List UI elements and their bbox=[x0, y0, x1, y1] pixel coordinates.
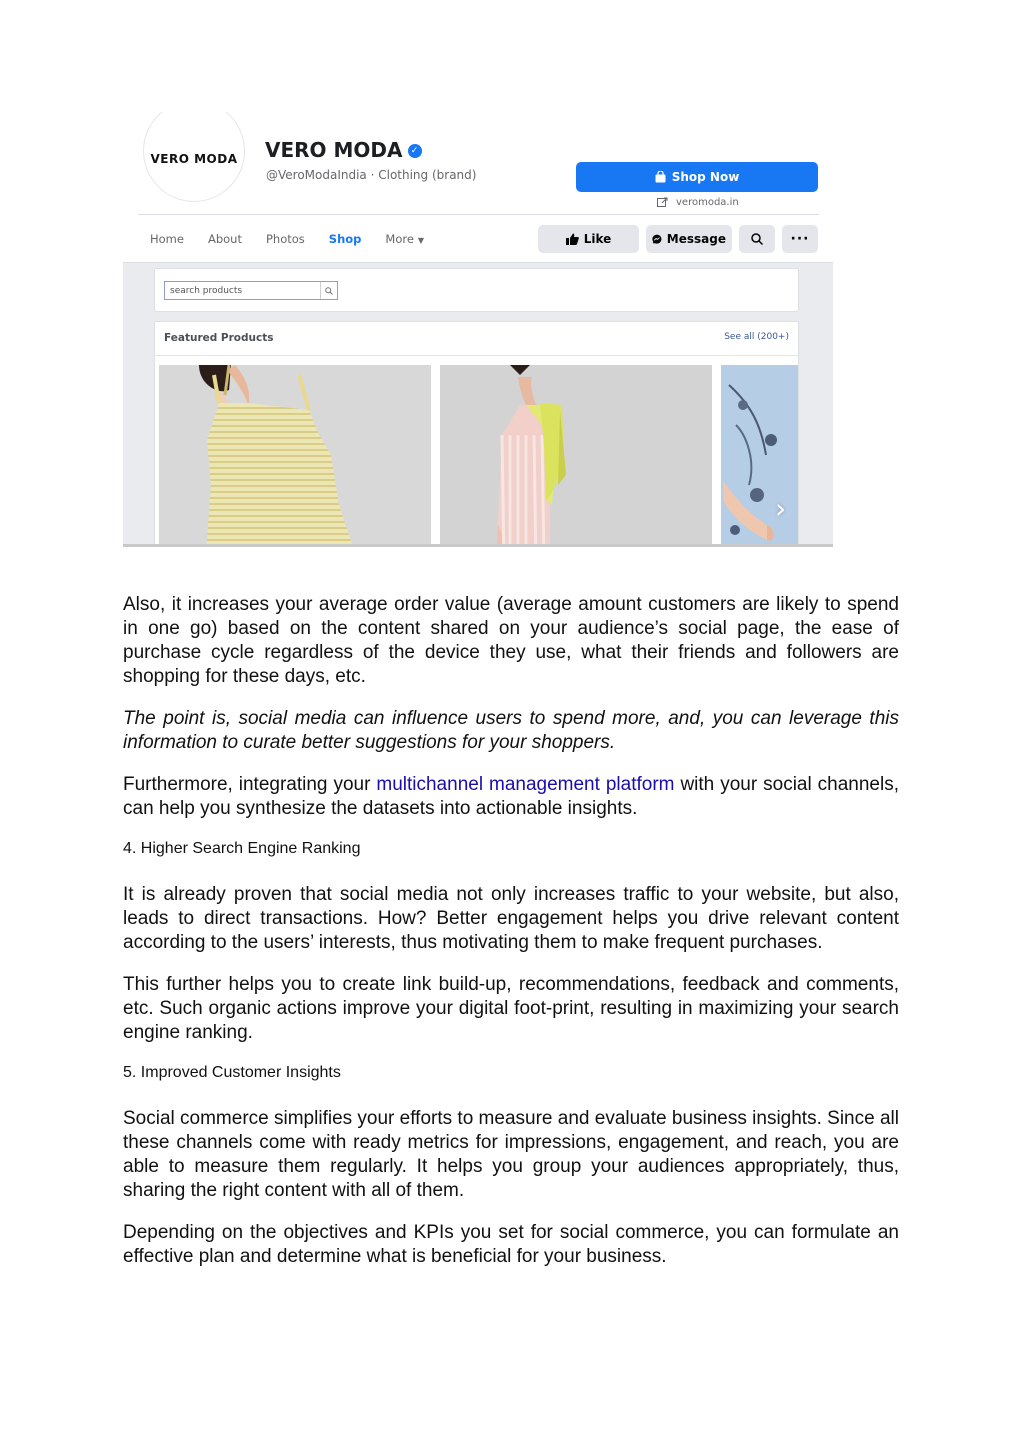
search-icon bbox=[751, 233, 763, 245]
integration-text-start: Furthermore, integrating your bbox=[123, 774, 377, 795]
paragraph-objectives: Depending on the objectives and KPIs you set for social commerce, you can formulate an effective plan and determine what is beneficial for your business. bbox=[123, 1222, 899, 1267]
paragraph-traffic: It is already proven that social media not only increases traffic to your website, but also, leads to direct transactions. How? Better engagement helps you drive relevant content according to the users’ interests, thus motivating them to make frequent purchases. bbox=[123, 884, 899, 953]
more-options-button[interactable] bbox=[782, 225, 818, 253]
paragraph-integration bbox=[123, 773, 899, 821]
external-link-icon bbox=[657, 197, 668, 208]
page-tabs bbox=[138, 216, 436, 262]
tab-about[interactable]: About bbox=[207, 232, 242, 246]
tab-more-label: More bbox=[385, 232, 414, 246]
message-button[interactable] bbox=[646, 225, 732, 253]
page-search-button[interactable] bbox=[739, 225, 775, 253]
brand-avatar bbox=[143, 112, 245, 202]
message-label: Message bbox=[666, 232, 726, 246]
shopping-bag-icon bbox=[655, 171, 666, 183]
featured-header bbox=[155, 322, 798, 356]
like-label: Like bbox=[583, 232, 612, 246]
tab-photos[interactable]: Photos bbox=[265, 232, 305, 246]
page-actions bbox=[538, 225, 818, 253]
product-image-2[interactable] bbox=[440, 365, 712, 547]
tab-more[interactable] bbox=[373, 216, 436, 262]
shop-content-area bbox=[123, 262, 833, 547]
shop-now-label: Shop Now bbox=[671, 170, 740, 184]
chevron-right-icon[interactable]: › bbox=[775, 492, 787, 525]
product-image-3[interactable] bbox=[721, 365, 798, 547]
thumbs-up-icon bbox=[566, 233, 579, 245]
multichannel-platform-link[interactable]: multichannel management platform bbox=[376, 774, 675, 795]
integration-text-end: with your social channels, can help you synthesize the datasets into actionable insights. bbox=[123, 774, 899, 819]
page-name-text: VERO MODA bbox=[265, 138, 403, 162]
featured-products-card bbox=[154, 321, 799, 547]
shop-now-button[interactable] bbox=[576, 162, 818, 192]
search-products-input[interactable] bbox=[164, 281, 338, 300]
paragraph-aov: Also, it increases your average order value (average amount customers are likely to spend in one go) based on the content shared on your audience’s social page, the ease of purchase cycle regardless of the device they use, what their friends and followers are shopping for these days, etc. bbox=[123, 594, 899, 687]
header-divider bbox=[138, 214, 819, 215]
ellipsis-icon: ··· bbox=[790, 231, 810, 247]
page-title bbox=[265, 138, 422, 162]
see-all-link[interactable]: See all (200+) bbox=[724, 332, 789, 342]
search-placeholder: search products bbox=[170, 285, 243, 296]
caret-down-icon: ▼ bbox=[417, 236, 425, 245]
website-link[interactable] bbox=[657, 197, 739, 208]
search-icon[interactable] bbox=[320, 282, 337, 299]
product-search-card bbox=[154, 268, 799, 312]
screenshot-bottom-edge bbox=[123, 544, 833, 547]
article-body bbox=[123, 593, 899, 1287]
tab-home[interactable]: Home bbox=[150, 232, 184, 246]
paragraph-point: The point is, social media can influence users to spend more, and, you can leverage this information to curate better suggestions for your shoppers. bbox=[123, 708, 899, 753]
brand-logo-text: VERO MODA bbox=[150, 152, 238, 166]
heading-customer-insights: 5. Improved Customer Insights bbox=[123, 1064, 341, 1081]
facebook-shop-screenshot bbox=[123, 112, 833, 547]
like-button[interactable] bbox=[538, 225, 639, 253]
page-handle: @VeroModaIndia · Clothing (brand) bbox=[266, 168, 477, 182]
paragraph-measure-insights: Social commerce simplifies your efforts to measure and evaluate business insights. Since all these channels come with ready metrics for impressions, engagement, and reach, you are able to measure them regularly. It helps you group your audiences appropriately, thus, sharing the right content with all of them. bbox=[123, 1108, 899, 1201]
product-image-1[interactable] bbox=[159, 365, 431, 547]
tab-shop[interactable]: Shop bbox=[317, 216, 374, 262]
website-label: veromoda.in bbox=[676, 197, 739, 208]
paragraph-link-buildup: This further helps you to create link build-up, recommendations, feedback and comments, etc. Such organic actions improve your digital foot-print, resulting in maximizing your search engine ranking. bbox=[123, 974, 899, 1043]
featured-title: Featured Products bbox=[164, 332, 274, 344]
heading-search-ranking: 4. Higher Search Engine Ranking bbox=[123, 840, 361, 857]
messenger-icon bbox=[652, 233, 662, 246]
verified-badge-icon: ✓ bbox=[408, 144, 422, 158]
